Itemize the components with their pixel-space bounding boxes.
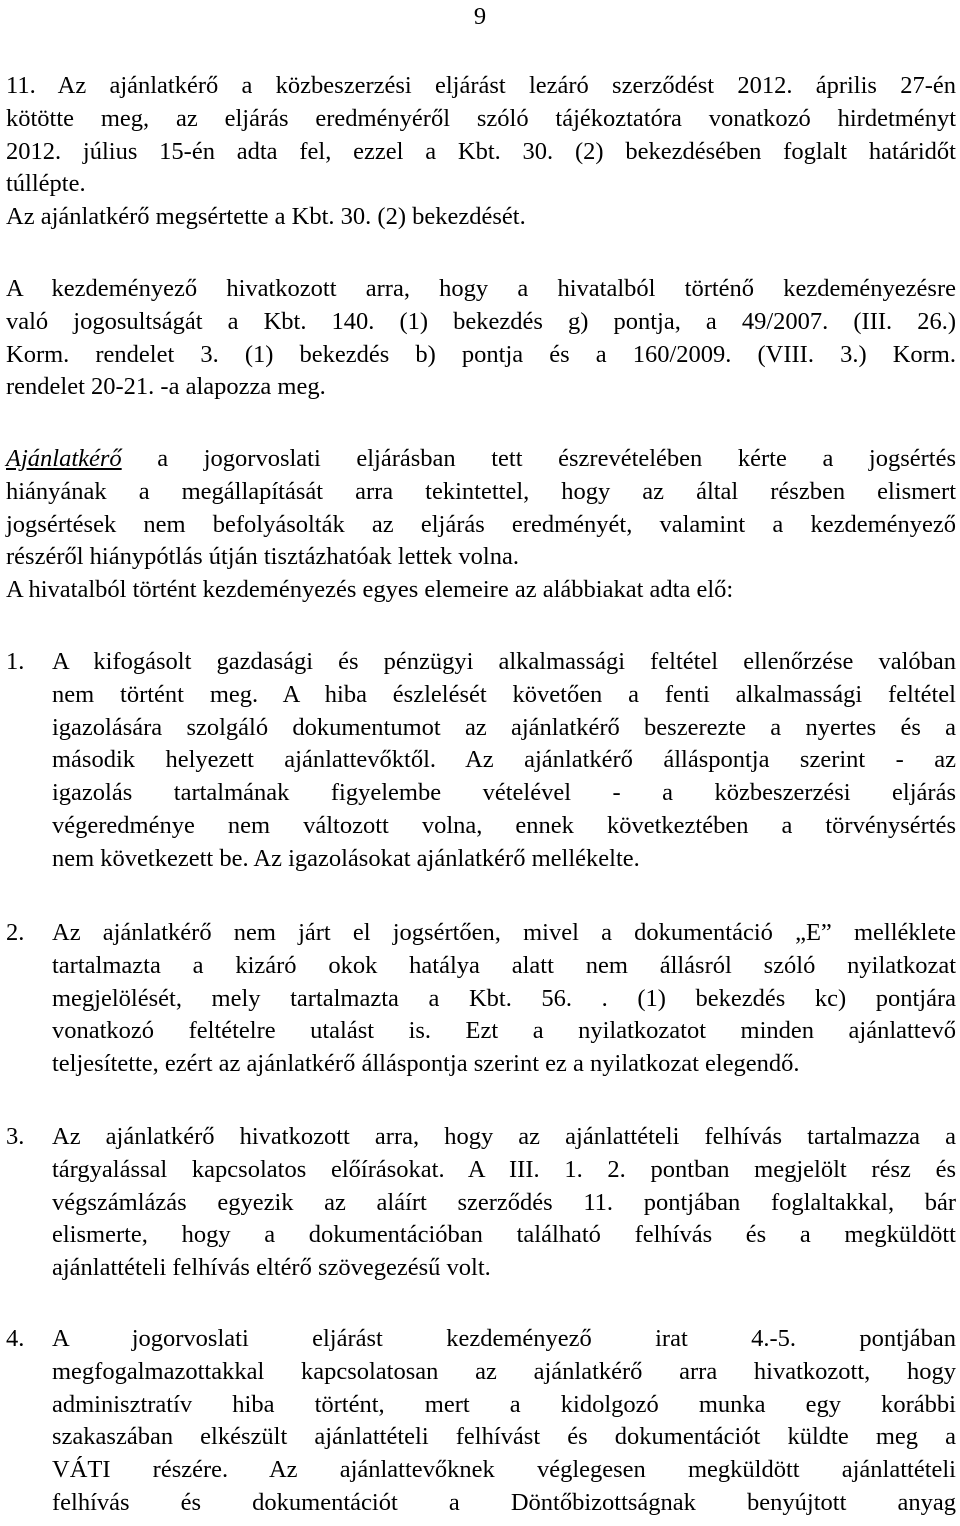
emphasis-ajanlatkero: Ajánlatkérő bbox=[6, 445, 122, 472]
text-line: tárgyalással kapcsolatos előírásokat. A III. 1. 2. pontban megjelölt rész és bbox=[52, 1155, 956, 1183]
text-line bbox=[6, 443, 956, 476]
text-line: kötötte meg, az eljárás eredményéről szóló tájékoztatóra vonatkozó hirdetményt bbox=[6, 104, 956, 132]
text-line: 2012. július 15-én adta fel, ezzel a Kbt. 30. (2) bekezdésében foglalt határidőt bbox=[6, 137, 956, 165]
contracting-authority-paragraph bbox=[6, 443, 956, 607]
text-line: Korm. rendelet 3. (1) bekezdés b) pontja és a 160/2009. (VIII. 3.) Korm. bbox=[6, 340, 956, 368]
text-line: megjelölését, mely tartalmazta a Kbt. 56. . (1) bekezdés kc) pontjára bbox=[52, 984, 956, 1012]
numbered-item-4 bbox=[6, 1323, 956, 1520]
item-number: 2. bbox=[6, 919, 25, 946]
numbered-item-1 bbox=[6, 646, 956, 876]
text-line: VÁTI részére. Az ajánlattevőknek véglegesen megküldött ajánlattételi bbox=[52, 1456, 956, 1484]
text-line: tartalmazta a kizáró okok hatálya alatt nem állásról szóló nyilatkozat bbox=[52, 951, 956, 979]
text-line: megfogalmazottakkal kapcsolatosan az ajánlatkérő arra hivatkozott, hogy bbox=[52, 1357, 956, 1385]
text-line: nem történt meg. A hiba észlelését követően a fenti alkalmassági feltétel bbox=[52, 680, 956, 708]
text-line: teljesítette, ezért az ajánlatkérő álláspontja szerint ez a nyilatkozat elegendő. bbox=[52, 1050, 800, 1078]
item-number: 4. bbox=[6, 1325, 25, 1352]
item-number: 1. bbox=[6, 648, 25, 675]
text-line: igazolás tartalmának figyelembe vételével - a közbeszerzési eljárás bbox=[52, 779, 956, 807]
text-line: részéről hiánypótlás útján tisztázhatóak lettek volna. bbox=[6, 543, 519, 571]
text-line: végeredménye nem változott volna, ennek következtében a törvénysértés bbox=[52, 811, 956, 839]
text-line: adminisztratív hiba történt, mert a kidolgozó munka egy korábbi bbox=[52, 1390, 956, 1418]
text-line: való jogosultságát a Kbt. 140. (1) bekezdés g) pontja, a 49/2007. (III. 26.) bbox=[6, 307, 956, 335]
text-fragment: a jogorvoslati eljárásban tett észrevételében kérte a jogsértés bbox=[121, 445, 956, 472]
text-line: ajánlattételi felhívás eltérő szövegezésű volt. bbox=[52, 1254, 491, 1282]
section-11 bbox=[6, 70, 956, 234]
finding-line: Az ajánlatkérő megsértette a Kbt. 30. (2) bekezdését. bbox=[6, 203, 526, 231]
text-line: elismerte, hogy a dokumentációban található felhívás és a megküldött bbox=[52, 1221, 956, 1249]
text-line: rendelet 20-21. -a alapozza meg. bbox=[6, 373, 326, 401]
initiator-paragraph bbox=[6, 273, 956, 404]
text-line: jogsértések nem befolyásolták az eljárás eredményét, valamint a kezdeményező bbox=[6, 510, 956, 538]
numbered-item-3 bbox=[6, 1121, 956, 1285]
text-line: felhívás és dokumentációt a Döntőbizottságnak benyújtott anyag bbox=[52, 1488, 956, 1516]
text-line: Az ajánlatkérő nem járt el jogsértően, mivel a dokumentáció „E” melléklete bbox=[52, 919, 956, 946]
text-line: túllépte. bbox=[6, 170, 86, 198]
text-line: hiányának a megállapítását arra tekintettel, hogy az által részben elismert bbox=[6, 477, 956, 505]
page-number: 9 bbox=[473, 3, 487, 30]
text-line: második helyezett ajánlattevőktől. Az ajánlatkérő álláspontja szerint - az bbox=[52, 746, 956, 774]
text-line: A kezdeményező hivatkozott arra, hogy a hivatalból történő kezdeményezésre bbox=[6, 275, 956, 302]
text-line: igazolására szolgáló dokumentumot az ajánlatkérő beszerezte a nyertes és a bbox=[52, 713, 956, 741]
text-line: 11. Az ajánlatkérő a közbeszerzési eljárást lezáró szerződést 2012. április 27-én bbox=[6, 72, 956, 99]
text-line: Az ajánlatkérő hivatkozott arra, hogy az ajánlattételi felhívás tartalmazza a bbox=[52, 1123, 956, 1150]
text-line: A kifogásolt gazdasági és pénzügyi alkalmassági feltétel ellenőrzése valóban bbox=[52, 648, 956, 675]
summary-line: A hivatalból történt kezdeményezés egyes elemeire az alábbiakat adta elő: bbox=[6, 576, 734, 604]
text-line: végszámlázás egyezik az aláírt szerződés 11. pontjában foglaltakkal, bár bbox=[52, 1188, 956, 1216]
text-line: szakaszában elkészült ajánlattételi felhívást és dokumentációt küldte meg a bbox=[52, 1423, 956, 1451]
text-line: nem következett be. Az igazolásokat ajánlatkérő mellékelte. bbox=[52, 844, 640, 872]
text-line: A jogorvoslati eljárást kezdeményező irat 4.-5. pontjában bbox=[52, 1325, 956, 1352]
item-number: 3. bbox=[6, 1123, 25, 1150]
numbered-item-2 bbox=[6, 917, 956, 1081]
text-line: vonatkozó feltételre utalást is. Ezt a nyilatkozatot minden ajánlattevő bbox=[52, 1017, 956, 1045]
